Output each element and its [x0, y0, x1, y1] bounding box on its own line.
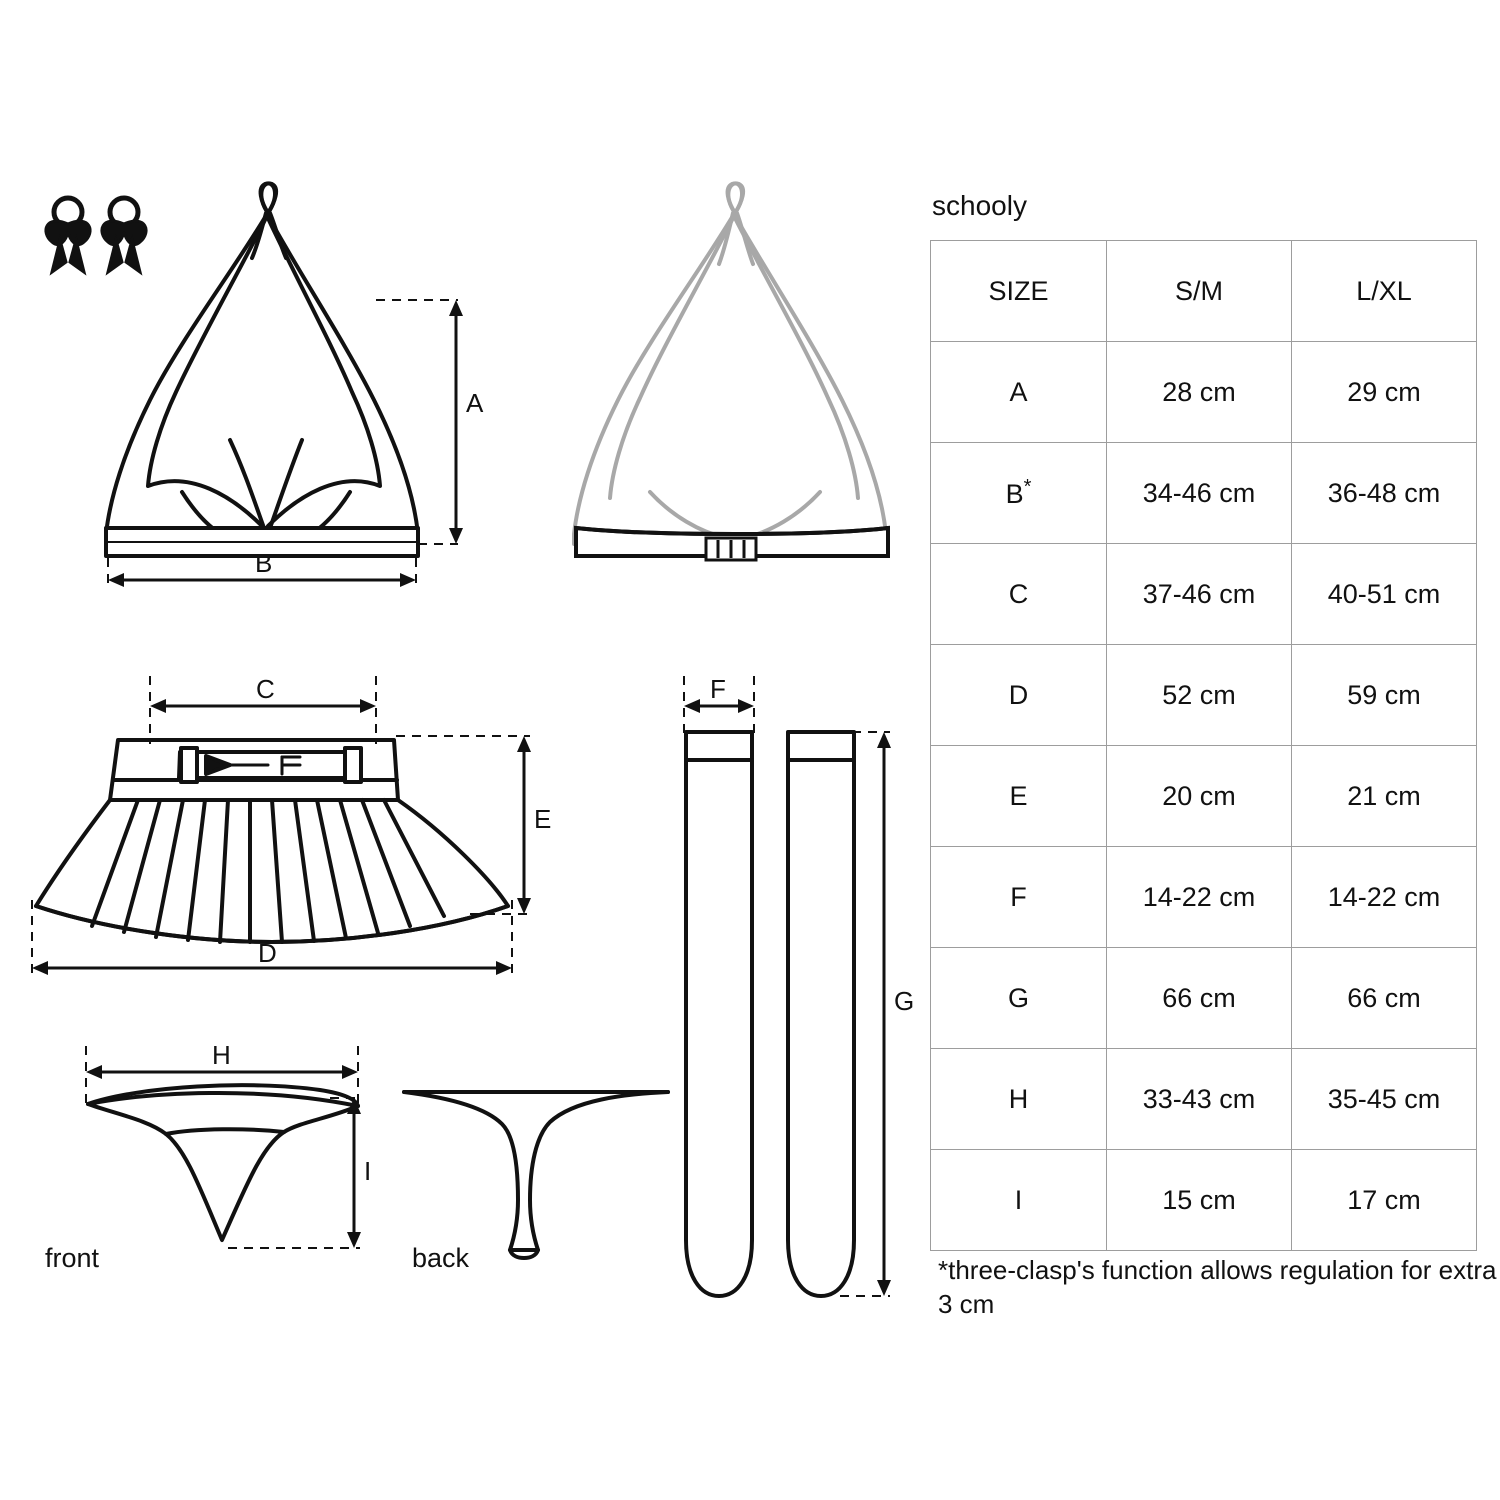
row-lxl: 21 cm: [1292, 746, 1477, 847]
table-header-lxl: L/XL: [1292, 241, 1477, 342]
dimension-label-i: I: [364, 1156, 372, 1186]
row-key: E: [931, 746, 1107, 847]
row-lxl: 59 cm: [1292, 645, 1477, 746]
row-sm: 34-46 cm: [1107, 443, 1292, 544]
dimension-label-c: C: [256, 674, 275, 704]
row-sm: 52 cm: [1107, 645, 1292, 746]
row-key: D: [931, 645, 1107, 746]
row-sm: 14-22 cm: [1107, 847, 1292, 948]
caption-front: front: [45, 1243, 100, 1273]
row-lxl: 35-45 cm: [1292, 1049, 1477, 1150]
dimension-a: [376, 300, 463, 544]
row-key: F: [931, 847, 1107, 948]
row-lxl: 17 cm: [1292, 1150, 1477, 1251]
product-title: schooly: [932, 190, 1027, 221]
row-sm: 20 cm: [1107, 746, 1292, 847]
three-clasp-icon: [706, 538, 756, 560]
row-lxl: 36-48 cm: [1292, 443, 1477, 544]
table-row: [931, 544, 1477, 645]
row-key: G: [931, 948, 1107, 1049]
dimension-label-b: B: [255, 548, 273, 578]
row-key: H: [931, 1049, 1107, 1150]
dimension-label-f: F: [710, 674, 726, 704]
row-lxl: 14-22 cm: [1292, 847, 1477, 948]
row-sm: 37-46 cm: [1107, 544, 1292, 645]
table-row: [931, 948, 1477, 1049]
row-key-footnote-marker: *: [1023, 476, 1032, 498]
table-row: [931, 645, 1477, 746]
row-key-label: B: [1005, 479, 1024, 509]
row-key: I: [931, 1150, 1107, 1251]
table-row: [931, 1049, 1477, 1150]
size-table: [930, 240, 1477, 1251]
row-lxl: 40-51 cm: [1292, 544, 1477, 645]
table-row: [931, 847, 1477, 948]
table-row: [931, 1150, 1477, 1251]
socks-illustration: [686, 732, 854, 1296]
row-key: C: [931, 544, 1107, 645]
bow-clips-icon: [46, 198, 146, 272]
row-lxl: 29 cm: [1292, 342, 1477, 443]
row-sm: 28 cm: [1107, 342, 1292, 443]
skirt-illustration: [36, 740, 508, 942]
thong-back-illustration: [404, 1092, 668, 1258]
table-header-row: [931, 241, 1477, 342]
bra-back-illustration: [574, 183, 886, 544]
row-sm: 66 cm: [1107, 948, 1292, 1049]
caption-back: back: [412, 1243, 470, 1273]
row-key: A: [931, 342, 1107, 443]
dimension-label-a: A: [466, 388, 484, 418]
dimension-label-d: D: [258, 938, 277, 968]
table-footnote: *three-clasp's function allows regulation for extra 3 cm: [938, 1255, 1497, 1320]
row-key: [931, 443, 1107, 544]
thong-front-illustration: [88, 1085, 358, 1240]
table-row: [931, 443, 1477, 544]
table-header-sm: S/M: [1107, 241, 1292, 342]
row-sm: 33-43 cm: [1107, 1049, 1292, 1150]
row-sm: 15 cm: [1107, 1150, 1292, 1251]
row-lxl: 66 cm: [1292, 948, 1477, 1049]
table-row: [931, 342, 1477, 443]
size-table-panel: [930, 190, 1485, 1251]
dimension-label-h: H: [212, 1040, 231, 1070]
dimension-label-e: E: [534, 804, 552, 834]
bra-front-illustration: [106, 183, 418, 556]
dimension-label-g: G: [894, 986, 915, 1016]
table-header-size: SIZE: [931, 241, 1107, 342]
table-row: [931, 746, 1477, 847]
